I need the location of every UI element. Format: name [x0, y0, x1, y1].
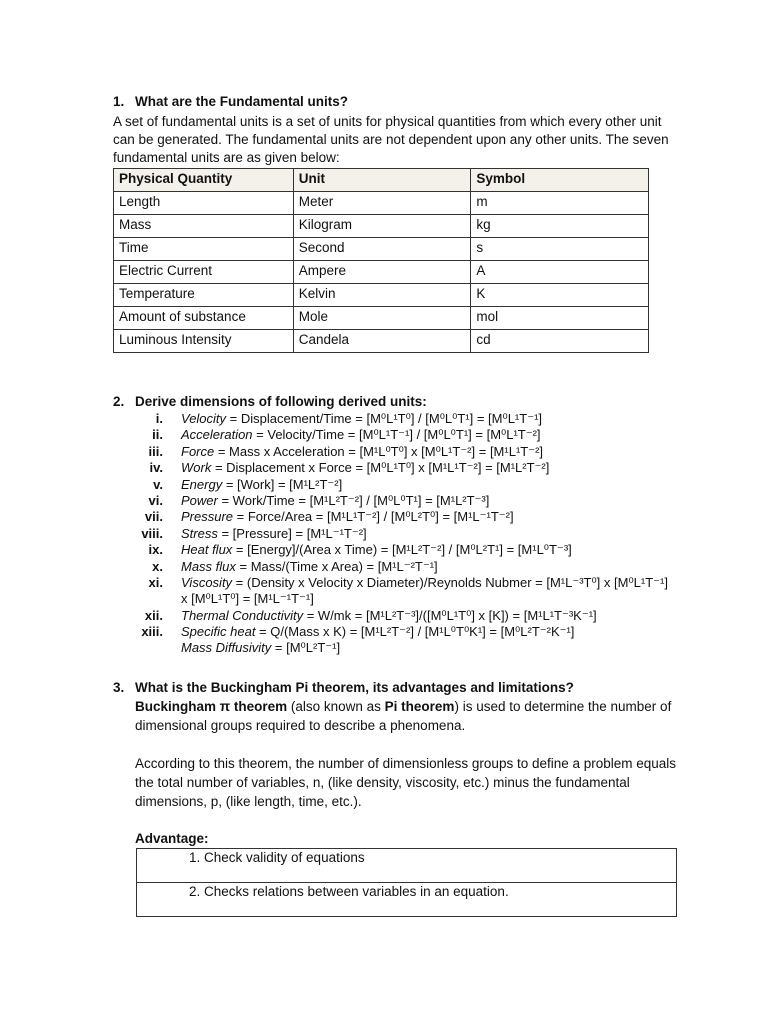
quantity-term: Viscosity: [181, 574, 233, 590]
table-cell: Kelvin: [293, 284, 471, 307]
table-cell: A: [471, 261, 649, 284]
advantage-label: Advantage:: [135, 831, 209, 846]
q2-heading: [113, 393, 427, 411]
derivation-expression: [181, 493, 489, 509]
quantity-formula: = [M⁰L²T⁻¹]: [271, 640, 341, 656]
derivation-expression: [181, 608, 597, 624]
quantity-formula: = Work/Time = [M¹L²T⁻²] / [M⁰L⁰T¹] = [M¹L²T⁻³]: [217, 492, 490, 508]
derivation-expression: [181, 460, 549, 476]
roman-numeral: viii.: [141, 525, 163, 541]
advantage-item: 2. Checks relations between variables in an equation.: [137, 883, 677, 917]
derivation-expression: [181, 427, 541, 443]
roman-numeral: x.: [152, 558, 163, 574]
derivation-expression: [181, 640, 340, 656]
list-item: [113, 575, 693, 591]
quantity-formula: = [Pressure] = [M¹L⁻¹T⁻²]: [217, 525, 367, 541]
text-span: ) is used to determine the number of dimensional groups required to describe a phenomena.: [135, 699, 672, 733]
quantity-formula: = Force/Area = [M¹L¹T⁻²] / [M⁰L²T⁰] = [M¹L⁻¹T⁻²]: [233, 509, 514, 525]
quantity-formula: = Displacement/Time = [M⁰L¹T⁰] / [M⁰L⁰T¹] = [M⁰L¹T⁻¹]: [226, 411, 543, 426]
derivation-expression: [181, 444, 543, 460]
quantity-term: Pressure: [181, 509, 234, 525]
table-cell: Ampere: [293, 261, 471, 284]
list-item: [113, 493, 693, 509]
table-cell: Second: [293, 238, 471, 261]
list-item: [113, 477, 693, 493]
roman-numeral: iv.: [149, 460, 163, 476]
quantity-formula: = Mass x Acceleration = [M¹L⁰T⁰] x [M⁰L¹T⁻²] = [M¹L¹T⁻²]: [214, 443, 544, 459]
quantity-formula: = Mass/(Time x Area) = [M¹L⁻²T⁻¹]: [235, 558, 438, 574]
table-row: [137, 883, 677, 917]
quantity-term: Energy: [181, 476, 223, 492]
quantity-formula: = (Density x Velocity x Diameter)/Reynolds Nubmer = [M¹L⁻³T⁰] x [M⁰L¹T⁻¹]: [232, 574, 668, 590]
quantity-term: Velocity: [181, 411, 227, 426]
quantity-term: Work: [181, 460, 212, 476]
table-cell: Mass: [114, 215, 294, 238]
list-item: [113, 526, 693, 542]
list-item: [113, 427, 693, 443]
quantity-term: Thermal Conductivity: [181, 607, 304, 623]
advantage-item: 1. Check validity of equations: [137, 849, 677, 883]
roman-numeral: iii.: [148, 443, 163, 459]
roman-numeral: ix.: [148, 542, 163, 558]
table-row: [114, 261, 649, 284]
roman-numeral: xi.: [148, 574, 163, 590]
table-cell: cd: [471, 330, 649, 353]
list-item: [113, 624, 693, 640]
list-item: [113, 509, 693, 525]
derivation-expression: [181, 477, 342, 493]
derivation-expression: [181, 509, 514, 525]
table-header-cell: Symbol: [471, 169, 649, 192]
q3-paragraph-2: According to this theorem, the number of dimensionless groups to define a problem equals the total number of variables, n, (like density, viscosity, etc.) minus the fundamental dimensions, p, (like length, time, etc.).: [135, 756, 677, 809]
table-row: [137, 849, 677, 883]
table-cell: mol: [471, 307, 649, 330]
roman-numeral: v.: [153, 476, 163, 492]
table-cell: s: [471, 238, 649, 261]
q2-title: Derive dimensions of following derived units:: [135, 394, 427, 409]
quantity-formula: = Displacement x Force = [M⁰L¹T⁰] x [M¹L¹T⁻²] = [M¹L²T⁻²]: [211, 460, 550, 476]
q1-title: What are the Fundamental units?: [135, 94, 349, 109]
table-cell: K: [471, 284, 649, 307]
quantity-formula: = Velocity/Time = [M⁰L¹T⁻¹] / [M⁰L⁰T¹] = [M⁰L¹T⁻²]: [252, 427, 541, 443]
quantity-formula: = [Work] = [M¹L²T⁻²]: [222, 476, 343, 492]
q3-number: 3.: [113, 680, 125, 695]
list-item: [113, 608, 693, 624]
table-row: [114, 192, 649, 215]
quantity-term: Stress: [181, 525, 218, 541]
list-item: [113, 444, 693, 460]
quantity-term: Force: [181, 443, 215, 459]
table-cell: Candela: [293, 330, 471, 353]
quantity-term: Power: [181, 492, 218, 508]
list-item: [113, 542, 693, 558]
roman-numeral: vii.: [144, 509, 163, 525]
list-item: [113, 640, 693, 656]
quantity-formula: = W/mk = [M¹L²T⁻³]/([M⁰L¹T⁰] x [K]) = [M¹L¹T⁻³K⁻¹]: [303, 607, 597, 623]
table-cell: Meter: [293, 192, 471, 215]
list-item: [113, 411, 693, 427]
derivation-expression: [181, 411, 542, 427]
table-header-row: [114, 169, 649, 192]
table-cell: Kilogram: [293, 215, 471, 238]
q3-heading: [113, 679, 574, 697]
table-row: [114, 284, 649, 307]
list-item-continuation: x [M⁰L¹T⁰] = [M¹L⁻¹T⁻¹]: [181, 591, 314, 607]
table-row: [114, 330, 649, 353]
table-cell: Mole: [293, 307, 471, 330]
roman-numeral: ii.: [152, 427, 163, 443]
quantity-term: Mass flux: [181, 558, 236, 574]
table-cell: Temperature: [114, 284, 294, 307]
roman-numeral: [113, 640, 181, 656]
q1-number: 1.: [113, 94, 125, 109]
derivation-expression: [181, 526, 367, 542]
table-cell: Electric Current: [114, 261, 294, 284]
roman-numeral: vi.: [148, 492, 163, 508]
quantity-term: Specific heat: [181, 624, 256, 640]
table-cell: Amount of substance: [114, 307, 294, 330]
bold-term: Pi theorem: [384, 699, 455, 714]
quantity-term: Mass Diffusivity: [181, 640, 272, 656]
quantity-formula: = [Energy]/(Area x Time) = [M¹L²T⁻²] / [M⁰L²T¹] = [M¹L⁰T⁻³]: [232, 542, 572, 558]
table-row: [114, 215, 649, 238]
quantity-formula: = Q/(Mass x K) = [M¹L²T⁻²] / [M¹L⁰T⁰K¹] = [M⁰L²T⁻²K⁻¹]: [255, 624, 575, 640]
q1-heading: [113, 93, 348, 111]
roman-numeral: i.: [155, 411, 163, 426]
derivation-expression: [181, 624, 574, 640]
table-row: [114, 238, 649, 261]
table-cell: m: [471, 192, 649, 215]
roman-numeral: xii.: [144, 607, 163, 623]
table-header-cell: Physical Quantity: [114, 169, 294, 192]
text-span: (also known as: [287, 699, 385, 714]
table-row: [114, 307, 649, 330]
quantity-term: Heat flux: [181, 542, 233, 558]
roman-numeral: xiii.: [141, 624, 163, 640]
q2-number: 2.: [113, 394, 125, 409]
derivation-expression: [181, 542, 572, 558]
fundamental-units-table: [113, 168, 649, 353]
table-cell: Length: [114, 192, 294, 215]
bold-term: Buckingham π theorem: [135, 699, 288, 714]
table-cell: Luminous Intensity: [114, 330, 294, 353]
list-item: [113, 559, 693, 575]
table-cell: Time: [114, 238, 294, 261]
quantity-term: Acceleration: [181, 427, 253, 443]
derived-units-list: [113, 411, 693, 657]
q1-intro: A set of fundamental units is a set of units for physical quantities from which every other unit can be generated. The fundamental units are not dependent upon any other units. The seven fundamental units are as given below:: [113, 114, 669, 165]
derivation-expression: [181, 559, 438, 575]
list-item: [113, 460, 693, 476]
q3-title: What is the Buckingham Pi theorem, its advantages and limitations?: [135, 680, 574, 695]
table-cell: kg: [471, 215, 649, 238]
q3-paragraph-1: [135, 697, 685, 735]
advantages-table: [136, 848, 677, 917]
derivation-expression: [181, 575, 668, 591]
table-header-cell: Unit: [293, 169, 471, 192]
